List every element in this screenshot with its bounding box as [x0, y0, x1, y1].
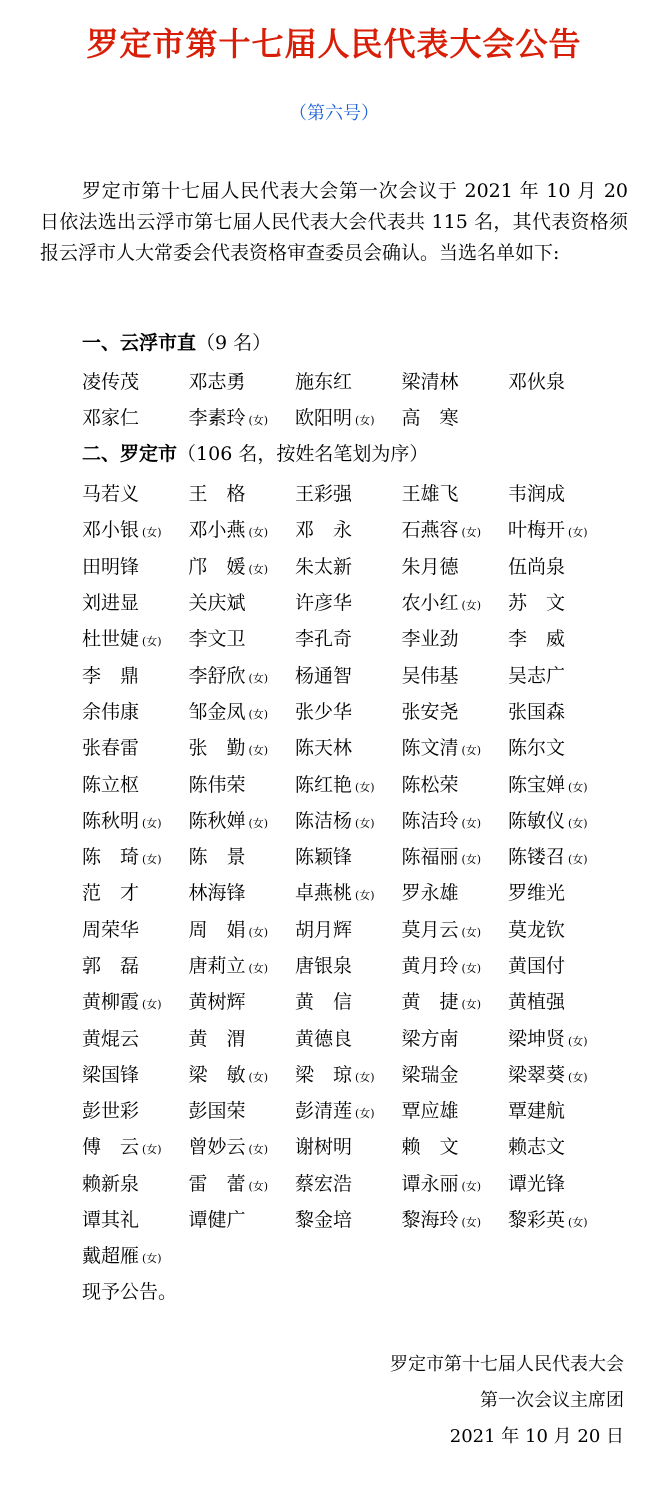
- representative-name: [402, 1093, 509, 1129]
- name-text: 梁翠葵: [508, 1063, 566, 1086]
- representative-name: [189, 512, 296, 548]
- representative-name: [508, 803, 615, 839]
- name-text: 陈天林: [295, 737, 353, 760]
- name-text: 陈镂召: [508, 846, 566, 869]
- name-list-yunfu: [82, 364, 642, 437]
- representative-name: [82, 875, 189, 911]
- name-text: 许彦华: [295, 592, 353, 615]
- representative-name: [508, 364, 615, 400]
- female-mark: (女): [248, 1179, 269, 1193]
- section-count: （9 名）: [196, 332, 272, 354]
- representative-name: [508, 839, 615, 875]
- female-mark: (女): [568, 1070, 588, 1084]
- representative-name: [508, 694, 615, 730]
- representative-name: [82, 400, 189, 436]
- representative-name: [295, 512, 402, 548]
- name-text: 邓家仁: [82, 407, 140, 430]
- name-text: 梁国锋: [82, 1063, 140, 1086]
- name-text: 陈尔文: [508, 737, 566, 760]
- representative-name: [295, 1166, 402, 1202]
- name-text: 邹金凤: [188, 700, 246, 723]
- representative-name: [402, 1020, 509, 1056]
- name-text: 石燕容: [401, 519, 459, 542]
- representative-name: [189, 875, 296, 911]
- representative-name: [189, 803, 296, 839]
- name-text: 伍尚泉: [508, 555, 566, 578]
- representative-name: [402, 1057, 509, 1093]
- name-text: 梁清林: [401, 371, 459, 394]
- representative-name: [82, 621, 189, 657]
- representative-name: [82, 839, 189, 875]
- representative-name: [82, 1166, 189, 1202]
- representative-name: [82, 549, 189, 585]
- female-mark: (女): [142, 816, 162, 830]
- representative-name: [82, 1129, 189, 1165]
- representative-name: [189, 549, 296, 585]
- female-mark: (女): [461, 599, 482, 613]
- representative-name: [508, 512, 615, 548]
- name-text: 李孔奇: [295, 628, 353, 651]
- representative-name: [402, 984, 509, 1020]
- representative-name: [508, 730, 615, 766]
- name-text: 刘进显: [82, 592, 140, 615]
- representative-name: [508, 1020, 615, 1056]
- representative-name: [402, 912, 509, 948]
- female-mark: (女): [461, 853, 482, 867]
- signature-body: 第一次会议主席团: [480, 1390, 624, 1411]
- name-text: 朱月德: [401, 555, 459, 578]
- section-heading-luoding: [82, 439, 428, 469]
- name-text: 张安尧: [401, 700, 459, 723]
- female-mark: (女): [355, 1070, 375, 1084]
- name-text: 王 格: [188, 483, 246, 506]
- name-text: 莫月云: [401, 918, 459, 941]
- name-text: 谭健广: [188, 1209, 246, 1232]
- female-mark: (女): [248, 707, 269, 721]
- representative-name: [508, 948, 615, 984]
- name-text: 黄树辉: [188, 991, 246, 1014]
- representative-name: [189, 912, 296, 948]
- name-text: 韦润成: [508, 483, 566, 506]
- representative-name: [295, 1129, 402, 1165]
- female-mark: (女): [568, 816, 588, 830]
- name-text: 苏 文: [508, 592, 566, 615]
- representative-name: [295, 839, 402, 875]
- representative-name: [402, 657, 509, 693]
- female-mark: (女): [355, 414, 375, 428]
- name-text: 黄植强: [508, 991, 566, 1014]
- name-text: 周荣华: [82, 918, 140, 941]
- name-text: 农小红: [401, 592, 459, 615]
- representative-name: [82, 364, 189, 400]
- name-text: 陈洁玲: [401, 809, 459, 832]
- representative-name: [82, 1093, 189, 1129]
- name-text: 唐莉立: [188, 955, 246, 977]
- name-text: 傅 云: [82, 1136, 140, 1159]
- name-text: 张少华: [295, 700, 353, 723]
- name-text: 罗永雄: [401, 882, 459, 905]
- representative-name: [402, 766, 509, 802]
- female-mark: (女): [142, 526, 162, 540]
- name-list-luoding: [82, 476, 642, 1275]
- name-text: 张 勤: [188, 737, 246, 760]
- name-text: 吴志广: [508, 664, 566, 687]
- representative-name: [189, 1093, 296, 1129]
- name-text: 谭其礼: [82, 1209, 140, 1232]
- name-text: 李业劲: [401, 628, 459, 651]
- female-mark: (女): [142, 1143, 162, 1157]
- representative-name: [295, 730, 402, 766]
- name-text: 陈 景: [188, 846, 246, 869]
- representative-name: [295, 1093, 402, 1129]
- name-text: 赖新泉: [82, 1172, 140, 1195]
- female-mark: (女): [461, 526, 482, 540]
- name-text: 张春雷: [82, 737, 140, 760]
- name-text: 杨通智: [295, 664, 353, 687]
- name-text: 罗维光: [508, 882, 566, 905]
- representative-name: [402, 549, 509, 585]
- representative-name: [402, 476, 509, 512]
- name-text: 卓燕桃: [295, 882, 353, 905]
- female-mark: (女): [461, 1179, 482, 1193]
- representative-name: [82, 694, 189, 730]
- representative-name: [82, 1238, 189, 1274]
- representative-name: [189, 585, 296, 621]
- name-text: 黎金培: [295, 1209, 353, 1232]
- female-mark: (女): [568, 780, 588, 794]
- name-text: 莫龙钦: [508, 918, 566, 941]
- representative-name: [295, 364, 402, 400]
- female-mark: (女): [248, 1070, 269, 1084]
- representative-name: [82, 1202, 189, 1238]
- name-text: 陈 琦: [82, 846, 140, 869]
- name-text: 邓志勇: [188, 371, 246, 394]
- name-text: 梁 琼: [295, 1063, 353, 1086]
- representative-name: [508, 1129, 615, 1165]
- representative-name: [402, 1166, 509, 1202]
- section-heading-yunfu: [82, 328, 271, 358]
- name-text: 李 威: [508, 628, 566, 651]
- representative-name: [295, 476, 402, 512]
- representative-name: [295, 803, 402, 839]
- name-text: 王彩强: [295, 483, 353, 506]
- name-text: 周 娟: [188, 918, 246, 941]
- name-text: 范 才: [82, 882, 140, 905]
- female-mark: (女): [355, 889, 375, 903]
- notice-text: 现予公告。: [82, 1281, 178, 1303]
- representative-name: [189, 766, 296, 802]
- female-mark: (女): [142, 853, 162, 867]
- female-mark: (女): [248, 744, 269, 758]
- name-text: 朱太新: [295, 555, 353, 578]
- representative-name: [402, 621, 509, 657]
- section-count: （106 名，按姓名笔划为序）: [177, 443, 429, 465]
- name-text: 陈松荣: [401, 773, 459, 796]
- female-mark: (女): [568, 526, 588, 540]
- representative-name: [508, 585, 615, 621]
- representative-name: [295, 585, 402, 621]
- representative-name: [189, 948, 296, 984]
- name-text: 胡月辉: [295, 918, 353, 941]
- representative-name: [402, 694, 509, 730]
- female-mark: (女): [461, 1216, 482, 1230]
- name-text: 雷 蕾: [188, 1172, 246, 1195]
- representative-name: [189, 1057, 296, 1093]
- representative-name: [508, 621, 615, 657]
- representative-name: [402, 400, 509, 436]
- name-text: 谭永丽: [401, 1172, 459, 1195]
- name-text: 邝 媛: [188, 555, 246, 578]
- female-mark: (女): [568, 1034, 588, 1048]
- name-text: 李素玲: [188, 407, 246, 430]
- female-mark: (女): [461, 816, 482, 830]
- name-text: 黄柳霞: [82, 991, 140, 1014]
- representative-name: [82, 984, 189, 1020]
- representative-name: [402, 1129, 509, 1165]
- female-mark: (女): [142, 635, 162, 649]
- representative-name: [402, 803, 509, 839]
- female-mark: (女): [248, 562, 269, 576]
- representative-name: [295, 400, 402, 436]
- name-text: 陈秋明: [82, 809, 140, 832]
- name-text: 陈秋婵: [188, 809, 246, 832]
- female-mark: (女): [461, 744, 482, 758]
- name-text: 马若义: [82, 483, 140, 506]
- representative-name: [295, 657, 402, 693]
- representative-name: [82, 803, 189, 839]
- name-text: 高 寒: [401, 407, 459, 430]
- name-text: 陈洁杨: [295, 809, 353, 832]
- representative-name: [189, 984, 296, 1020]
- representative-name: [508, 1166, 615, 1202]
- name-text: 凌传茂: [82, 371, 140, 394]
- name-text: 张国森: [508, 700, 566, 723]
- representative-name: [295, 912, 402, 948]
- name-text: 邓小燕: [188, 519, 246, 542]
- representative-name: [189, 621, 296, 657]
- announcement-number: （第六号）: [289, 103, 379, 124]
- name-text: 陈敏仪: [508, 809, 566, 832]
- representative-name: [295, 984, 402, 1020]
- name-text: 梁坤贤: [508, 1027, 566, 1050]
- representative-name: [402, 839, 509, 875]
- representative-name: [295, 875, 402, 911]
- name-text: 谢树明: [295, 1136, 353, 1159]
- name-text: 陈宝婵: [508, 773, 566, 796]
- representative-name: [508, 549, 615, 585]
- female-mark: (女): [461, 962, 482, 975]
- representative-name: [295, 1057, 402, 1093]
- representative-name: [295, 621, 402, 657]
- representative-name: [82, 730, 189, 766]
- representative-name: [82, 476, 189, 512]
- representative-name: [189, 839, 296, 875]
- representative-name: [295, 766, 402, 802]
- name-text: 覃建航: [508, 1100, 566, 1123]
- name-text: 叶梅开: [508, 519, 566, 542]
- representative-name: [402, 364, 509, 400]
- representative-name: [82, 948, 189, 984]
- name-text: 梁方南: [401, 1027, 459, 1050]
- representative-name: [402, 875, 509, 911]
- name-text: 谭光锋: [508, 1172, 566, 1195]
- name-text: 唐银泉: [295, 955, 353, 977]
- name-text: 黄月玲: [401, 955, 459, 977]
- female-mark: (女): [248, 962, 269, 975]
- female-mark: (女): [461, 925, 482, 939]
- female-mark: (女): [461, 998, 482, 1012]
- name-text: 黎彩英: [508, 1209, 566, 1232]
- representative-name: [189, 400, 296, 436]
- representative-name: [508, 657, 615, 693]
- female-mark: (女): [355, 816, 375, 830]
- name-text: 邓 永: [295, 519, 353, 542]
- representative-name: [508, 766, 615, 802]
- name-text: 陈伟荣: [188, 773, 246, 796]
- signature-org: 罗定市第十七届人民代表大会: [390, 1354, 624, 1375]
- name-text: 李舒欣: [188, 664, 246, 687]
- name-text: 梁 敏: [188, 1063, 246, 1086]
- name-text: 李文卫: [188, 628, 246, 651]
- representative-name: [189, 657, 296, 693]
- female-mark: (女): [142, 998, 162, 1012]
- representative-name: [402, 512, 509, 548]
- name-text: 戴超雁: [82, 1245, 140, 1268]
- female-mark: (女): [248, 671, 269, 685]
- name-text: 黄 信: [295, 991, 353, 1014]
- female-mark: (女): [248, 414, 269, 428]
- representative-name: [508, 1202, 615, 1238]
- representative-name: [295, 549, 402, 585]
- name-text: 陈福丽: [401, 846, 459, 869]
- name-text: 黄国付: [508, 955, 566, 977]
- section-title: 二、罗定市: [82, 443, 178, 465]
- representative-name: [82, 585, 189, 621]
- representative-name: [189, 476, 296, 512]
- representative-name: [82, 1020, 189, 1056]
- female-mark: (女): [248, 925, 269, 939]
- name-text: 陈颖锋: [295, 846, 353, 869]
- name-text: 李 鼎: [82, 664, 140, 687]
- representative-name: [402, 1202, 509, 1238]
- representative-name: [402, 948, 509, 984]
- representative-name: [189, 1166, 296, 1202]
- name-text: 曾妙云: [188, 1136, 246, 1159]
- name-text: 黄焜云: [82, 1027, 140, 1050]
- name-text: 王雄飞: [401, 483, 459, 506]
- representative-name: [402, 585, 509, 621]
- representative-name: [295, 1020, 402, 1056]
- page-title: 罗定市第十七届人民代表大会公告: [86, 25, 582, 63]
- representative-name: [295, 1202, 402, 1238]
- name-text: 郭 磊: [82, 955, 140, 977]
- name-text: 陈文清: [401, 737, 459, 760]
- female-mark: (女): [355, 1107, 375, 1121]
- representative-name: [82, 912, 189, 948]
- representative-name: [189, 1202, 296, 1238]
- name-text: 田明锋: [82, 555, 140, 578]
- representative-name: [189, 364, 296, 400]
- female-mark: (女): [568, 1216, 588, 1230]
- section-title: 一、云浮市直: [82, 332, 197, 354]
- name-text: 黄 渭: [188, 1027, 246, 1050]
- representative-name: [508, 912, 615, 948]
- intro-paragraph: 罗定市第十七届人民代表大会第一次会议于 2021 年 10 月 20 日依法选出云浮市第七届人民代表大会代表共 115 名，其代表资格须报云浮市人大常委会代表资格审查委员会确认。当选名单如下:: [40, 180, 628, 264]
- female-mark: (女): [142, 1252, 162, 1266]
- representative-name: [508, 984, 615, 1020]
- representative-name: [508, 1057, 615, 1093]
- name-text: 陈立枢: [82, 773, 140, 796]
- representative-name: [295, 694, 402, 730]
- representative-name: [402, 730, 509, 766]
- name-text: 赖 文: [401, 1136, 459, 1159]
- female-mark: (女): [248, 816, 269, 830]
- representative-name: [508, 1093, 615, 1129]
- name-text: 余伟康: [82, 700, 140, 723]
- name-text: 彭清莲: [295, 1100, 353, 1123]
- name-text: 施东红: [295, 371, 353, 394]
- representative-name: [82, 657, 189, 693]
- female-mark: (女): [355, 780, 375, 794]
- name-text: 彭世彩: [82, 1100, 140, 1123]
- name-text: 覃应雄: [401, 1100, 459, 1123]
- name-text: 吴伟基: [401, 664, 459, 687]
- representative-name: [508, 875, 615, 911]
- representative-name: [189, 694, 296, 730]
- representative-name: [82, 1057, 189, 1093]
- female-mark: (女): [248, 1143, 269, 1157]
- representative-name: [82, 766, 189, 802]
- name-text: 黎海玲: [401, 1209, 459, 1232]
- representative-name: [508, 476, 615, 512]
- representative-name: [82, 512, 189, 548]
- female-mark: (女): [568, 853, 588, 867]
- name-text: 杜世婕: [82, 628, 140, 651]
- name-text: 欧阳明: [295, 407, 353, 430]
- name-text: 赖志文: [508, 1136, 566, 1159]
- name-text: 邓小银: [82, 519, 140, 542]
- name-text: 邓伙泉: [508, 371, 566, 394]
- name-text: 陈红艳: [295, 773, 353, 796]
- name-text: 黄德良: [295, 1027, 353, 1050]
- name-text: 关庆斌: [188, 592, 246, 615]
- representative-name: [189, 1129, 296, 1165]
- name-text: 黄 捷: [401, 991, 459, 1014]
- name-text: 梁瑞金: [401, 1063, 459, 1086]
- name-text: 林海锋: [188, 882, 246, 905]
- name-text: 蔡宏浩: [295, 1172, 353, 1195]
- representative-name: [189, 730, 296, 766]
- female-mark: (女): [248, 526, 269, 540]
- representative-name: [295, 948, 402, 984]
- signature-date: 2021 年 10 月 20 日: [449, 1426, 624, 1447]
- representative-name: [189, 1020, 296, 1056]
- name-text: 彭国荣: [188, 1100, 246, 1123]
